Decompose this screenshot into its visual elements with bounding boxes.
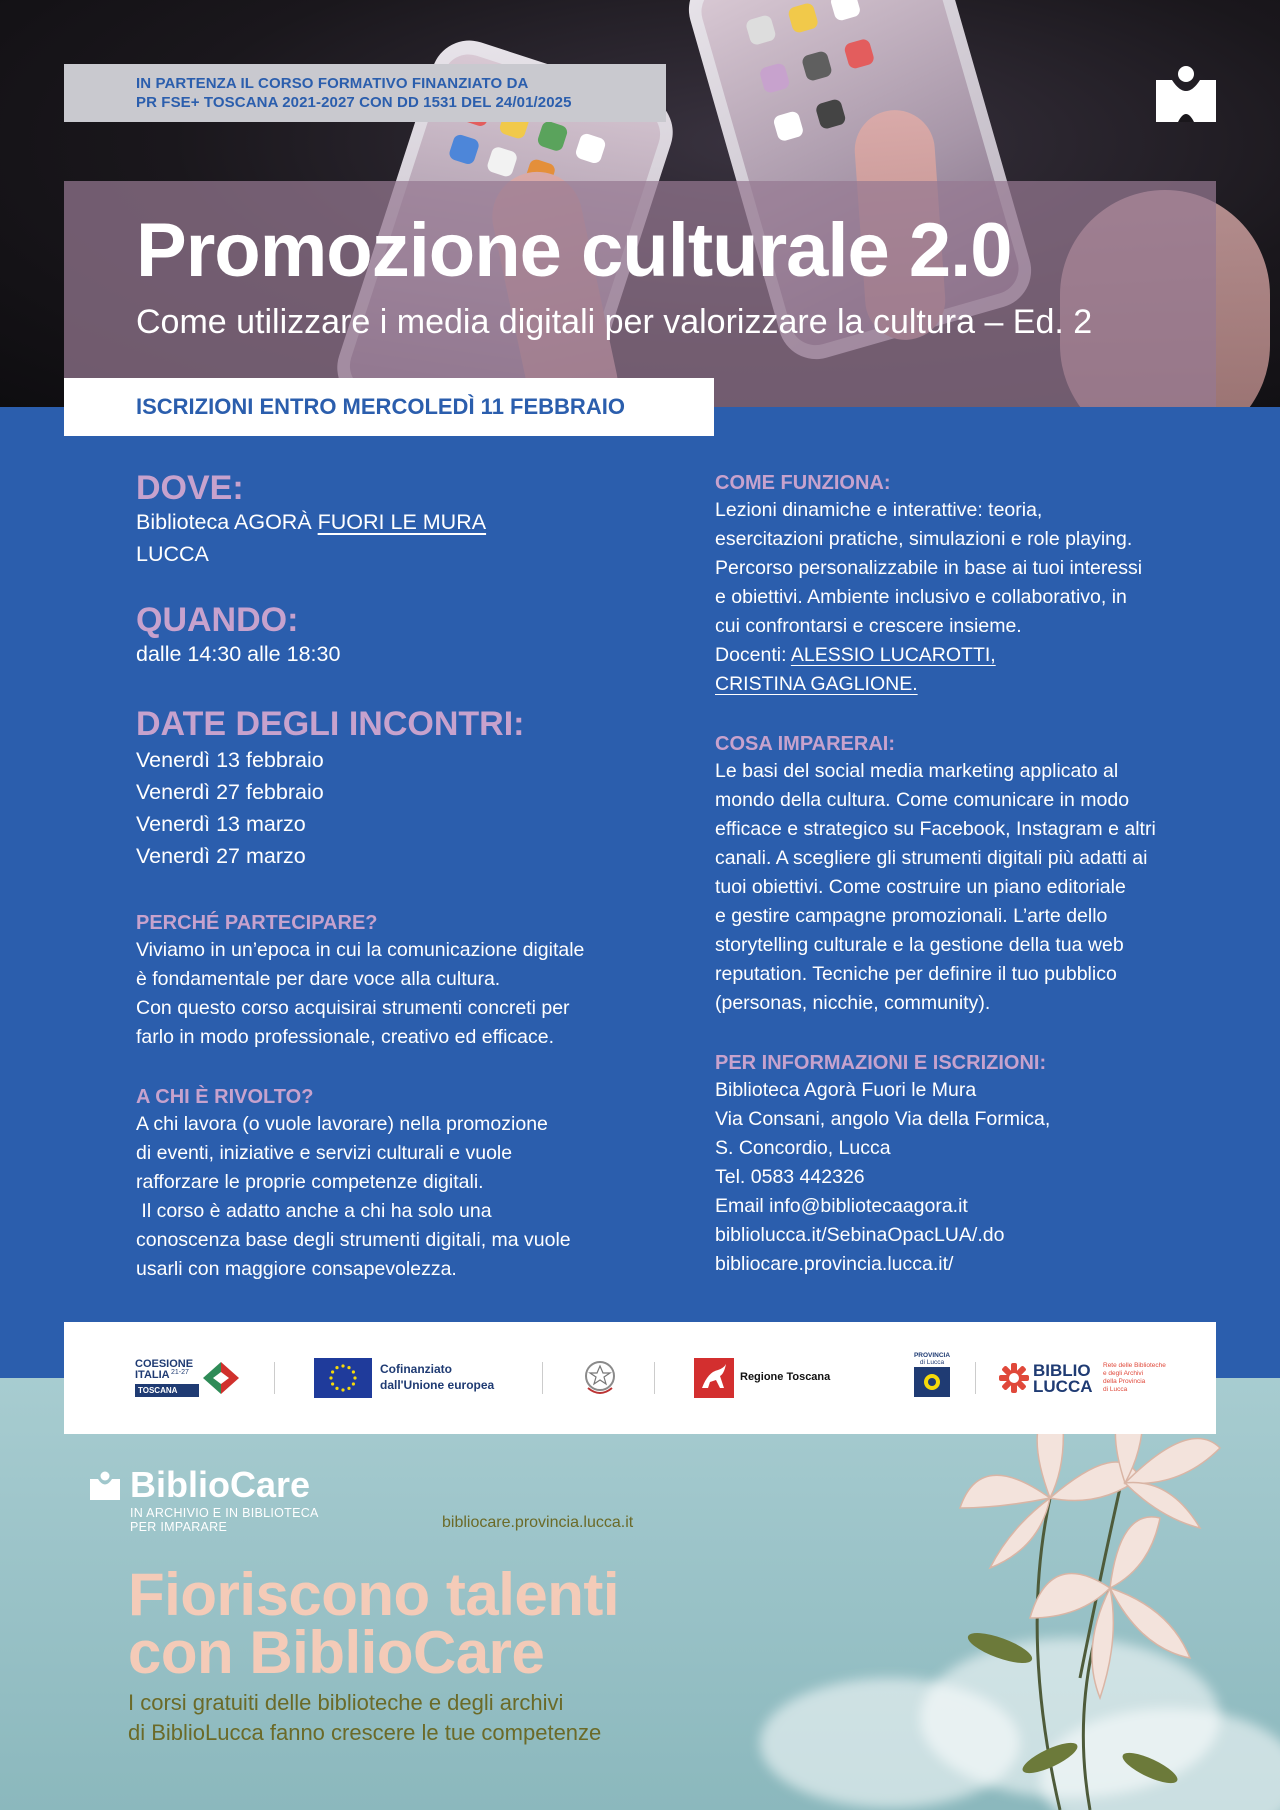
logo-separator <box>274 1362 275 1394</box>
chi-heading: A CHI È RIVOLTO? <box>136 1086 314 1108</box>
flowers-image <box>900 1378 1240 1810</box>
docenti-prefix: Docenti: <box>715 644 791 666</box>
italian-republic-emblem-icon <box>582 1358 618 1398</box>
date-item: Venerdì 27 febbraio <box>136 780 324 804</box>
title-panel <box>64 181 1216 407</box>
come-line: Lezioni dinamiche e interattive: teoria, <box>715 499 1043 521</box>
chi-line: conoscenza base degli strumenti digitali, ma vuole <box>136 1229 571 1251</box>
bibliocare-mark-icon <box>90 1470 120 1500</box>
come-line: Percorso personalizzabile in base ai tuoi interessi <box>715 557 1143 579</box>
page-subtitle: Come utilizzare i media digitali per valorizzare la cultura – Ed. 2 <box>136 303 1093 341</box>
fuori-le-mura-link[interactable]: FUORI LE MURA <box>317 510 487 534</box>
come-heading: COME FUNZIONA: <box>715 472 891 494</box>
cosa-line: e gestire campagne promozionali. L’arte dello <box>715 905 1108 927</box>
info-heading: PER INFORMAZIONI E ISCRIZIONI: <box>715 1052 1047 1074</box>
docente-link[interactable]: ALESSIO LUCAROTTI, <box>790 644 996 666</box>
cosa-line: storytelling culturale e la gestione della tua web <box>715 934 1124 956</box>
bibliocare-name: BiblioCare <box>130 1464 311 1505</box>
bibliolucca-text: BIBLIO <box>1033 1361 1091 1380</box>
bibliocare-url[interactable]: bibliocare.provincia.lucca.it <box>442 1514 634 1531</box>
chi-line: rafforzare le proprie competenze digitali. <box>136 1171 484 1193</box>
date-item: Venerdì 13 febbraio <box>136 748 324 772</box>
eu-logo <box>314 1358 514 1398</box>
cosa-line: Le basi del social media marketing applicato al <box>715 760 1119 782</box>
dove-city: LUCCA <box>136 542 209 566</box>
eu-text: dall'Unione europea <box>380 1378 495 1392</box>
info-link[interactable]: bibliolucca.it/SebinaOpacLUA/.do <box>715 1224 1005 1246</box>
docenti-line <box>715 670 1215 699</box>
right-column <box>715 470 1215 1279</box>
perche-line: Viviamo in un’epoca in cui la comunicazione digitale <box>136 939 585 961</box>
docente-link[interactable]: CRISTINA GAGLIONE. <box>715 673 918 695</box>
footer-text: di BiblioLucca fanno crescere le tue competenze <box>128 1720 602 1745</box>
dove-place-prefix: Biblioteca AGORÀ <box>136 510 318 534</box>
chi-line: Il corso è adatto anche a chi ha solo una <box>136 1200 492 1222</box>
coesione-years: 21-27 <box>171 1369 189 1376</box>
bibliolucca-star-icon <box>999 1363 1029 1393</box>
bibliocare-tagline: IN ARCHIVIO E IN BIBLIOTECA <box>130 1506 319 1520</box>
info-line: S. Concordio, Lucca <box>715 1137 891 1159</box>
partner-logos-strip <box>64 1322 1216 1434</box>
cosa-line: (personas, nicchie, community). <box>715 992 991 1014</box>
coesione-region: TOSCANA <box>135 1384 199 1397</box>
bibliolucca-text: LUCCA <box>1033 1377 1093 1396</box>
banner-line: PR FSE+ TOSCANA 2021-2027 CON DD 1531 DEL 24/01/2025 <box>136 94 572 111</box>
bibliolucca-desc: e degli Archivi <box>1103 1370 1144 1377</box>
info-line: Via Consani, angolo Via della Formica, <box>715 1108 1051 1130</box>
date-heading: DATE DEGLI INCONTRI: <box>136 705 525 743</box>
bibliolucca-logo <box>999 1358 1179 1398</box>
bibliolucca-desc: della Provincia <box>1103 1378 1146 1385</box>
footer-text: I corsi gratuiti delle biblioteche e degli archivi <box>128 1690 564 1715</box>
deadline-banner <box>64 378 714 436</box>
info-line: Biblioteca Agorà Fuori le Mura <box>715 1079 977 1101</box>
come-line: esercitazioni pratiche, simulazioni e role playing. <box>715 528 1133 550</box>
left-column <box>136 468 636 1284</box>
chi-line: usarli con maggiore consapevolezza. <box>136 1258 457 1280</box>
cosa-line: mondo della cultura. Come comunicare in modo <box>715 789 1130 811</box>
cosa-heading: COSA IMPARERAI: <box>715 733 895 755</box>
dove-heading: DOVE: <box>136 469 244 507</box>
bibliocare-mark-icon <box>1156 62 1216 122</box>
logo-separator <box>975 1362 976 1394</box>
slogan-line: Fioriscono talenti <box>128 1561 620 1628</box>
perche-heading: PERCHÉ PARTECIPARE? <box>136 912 378 934</box>
bibliolucca-desc: Rete delle Biblioteche <box>1103 1362 1166 1369</box>
slogan-line: con BiblioCare <box>128 1619 545 1686</box>
hero-section <box>0 0 1280 407</box>
chi-line: A chi lavora (o vuole lavorare) nella promozione <box>136 1113 548 1135</box>
page-title: Promozione culturale 2.0 <box>136 208 1012 293</box>
funding-banner <box>64 64 666 122</box>
cosa-line: efficace e strategico su Facebook, Instagram e altri <box>715 818 1156 840</box>
bibliolucca-desc: di Lucca <box>1103 1386 1128 1393</box>
deadline-text: ISCRIZIONI ENTRO MERCOLEDÌ 11 FEBBRAIO <box>136 394 625 419</box>
regione-toscana-text: Regione Toscana <box>740 1371 831 1383</box>
eu-flag-icon <box>314 1358 372 1398</box>
cosa-line: tuoi obiettivi. Come costruire un piano editoriale <box>715 876 1126 898</box>
coesione-text: COESIONE <box>135 1358 194 1370</box>
date-item: Venerdì 27 marzo <box>136 844 306 868</box>
eu-text: Cofinanziato <box>380 1362 452 1376</box>
dove-place <box>136 506 636 538</box>
cosa-line: canali. A scegliere gli strumenti digitali più adatti ai <box>715 847 1148 869</box>
logo-separator <box>654 1362 655 1394</box>
bibliocare-tagline: PER IMPARARE <box>130 1520 228 1534</box>
provincia-lucca-logo <box>912 1352 952 1398</box>
perche-line: Con questo corso acquisirai strumenti concreti per <box>136 997 570 1019</box>
info-link[interactable]: bibliocare.provincia.lucca.it/ <box>715 1253 954 1275</box>
perche-line: è fondamentale per dare voce alla cultura. <box>136 968 501 990</box>
banner-line: IN PARTENZA IL CORSO FORMATIVO FINANZIATO DA <box>136 75 529 92</box>
coesione-arrow-icon <box>201 1360 241 1396</box>
docenti-line <box>715 641 1215 670</box>
logo-separator <box>542 1362 543 1394</box>
regione-toscana-logo <box>694 1358 844 1398</box>
footer-section <box>0 1378 1280 1810</box>
provincia-shield-icon <box>912 1367 952 1397</box>
come-line: cui confrontarsi e crescere insieme. <box>715 615 1022 637</box>
quando-heading: QUANDO: <box>136 601 299 639</box>
info-phone[interactable]: Tel. 0583 442326 <box>715 1166 865 1188</box>
chi-line: di eventi, iniziative e servizi culturali e vuole <box>136 1142 513 1164</box>
perche-line: farlo in modo professionale, creativo ed efficace. <box>136 1026 555 1048</box>
cosa-line: reputation. Tecniche per definire il tuo pubblico <box>715 963 1117 985</box>
date-item: Venerdì 13 marzo <box>136 812 306 836</box>
coesione-text: ITALIA <box>135 1369 170 1381</box>
quando-time: dalle 14:30 alle 18:30 <box>136 642 341 666</box>
provincia-text: PROVINCIA <box>913 1352 951 1359</box>
coesione-italia-logo <box>135 1358 245 1402</box>
provincia-text: di Lucca <box>919 1359 945 1366</box>
pegasus-icon <box>694 1358 734 1398</box>
come-line: e obiettivi. Ambiente inclusivo e collaborativo, in <box>715 586 1127 608</box>
info-email[interactable]: Email info@bibliotecaagora.it <box>715 1195 968 1217</box>
